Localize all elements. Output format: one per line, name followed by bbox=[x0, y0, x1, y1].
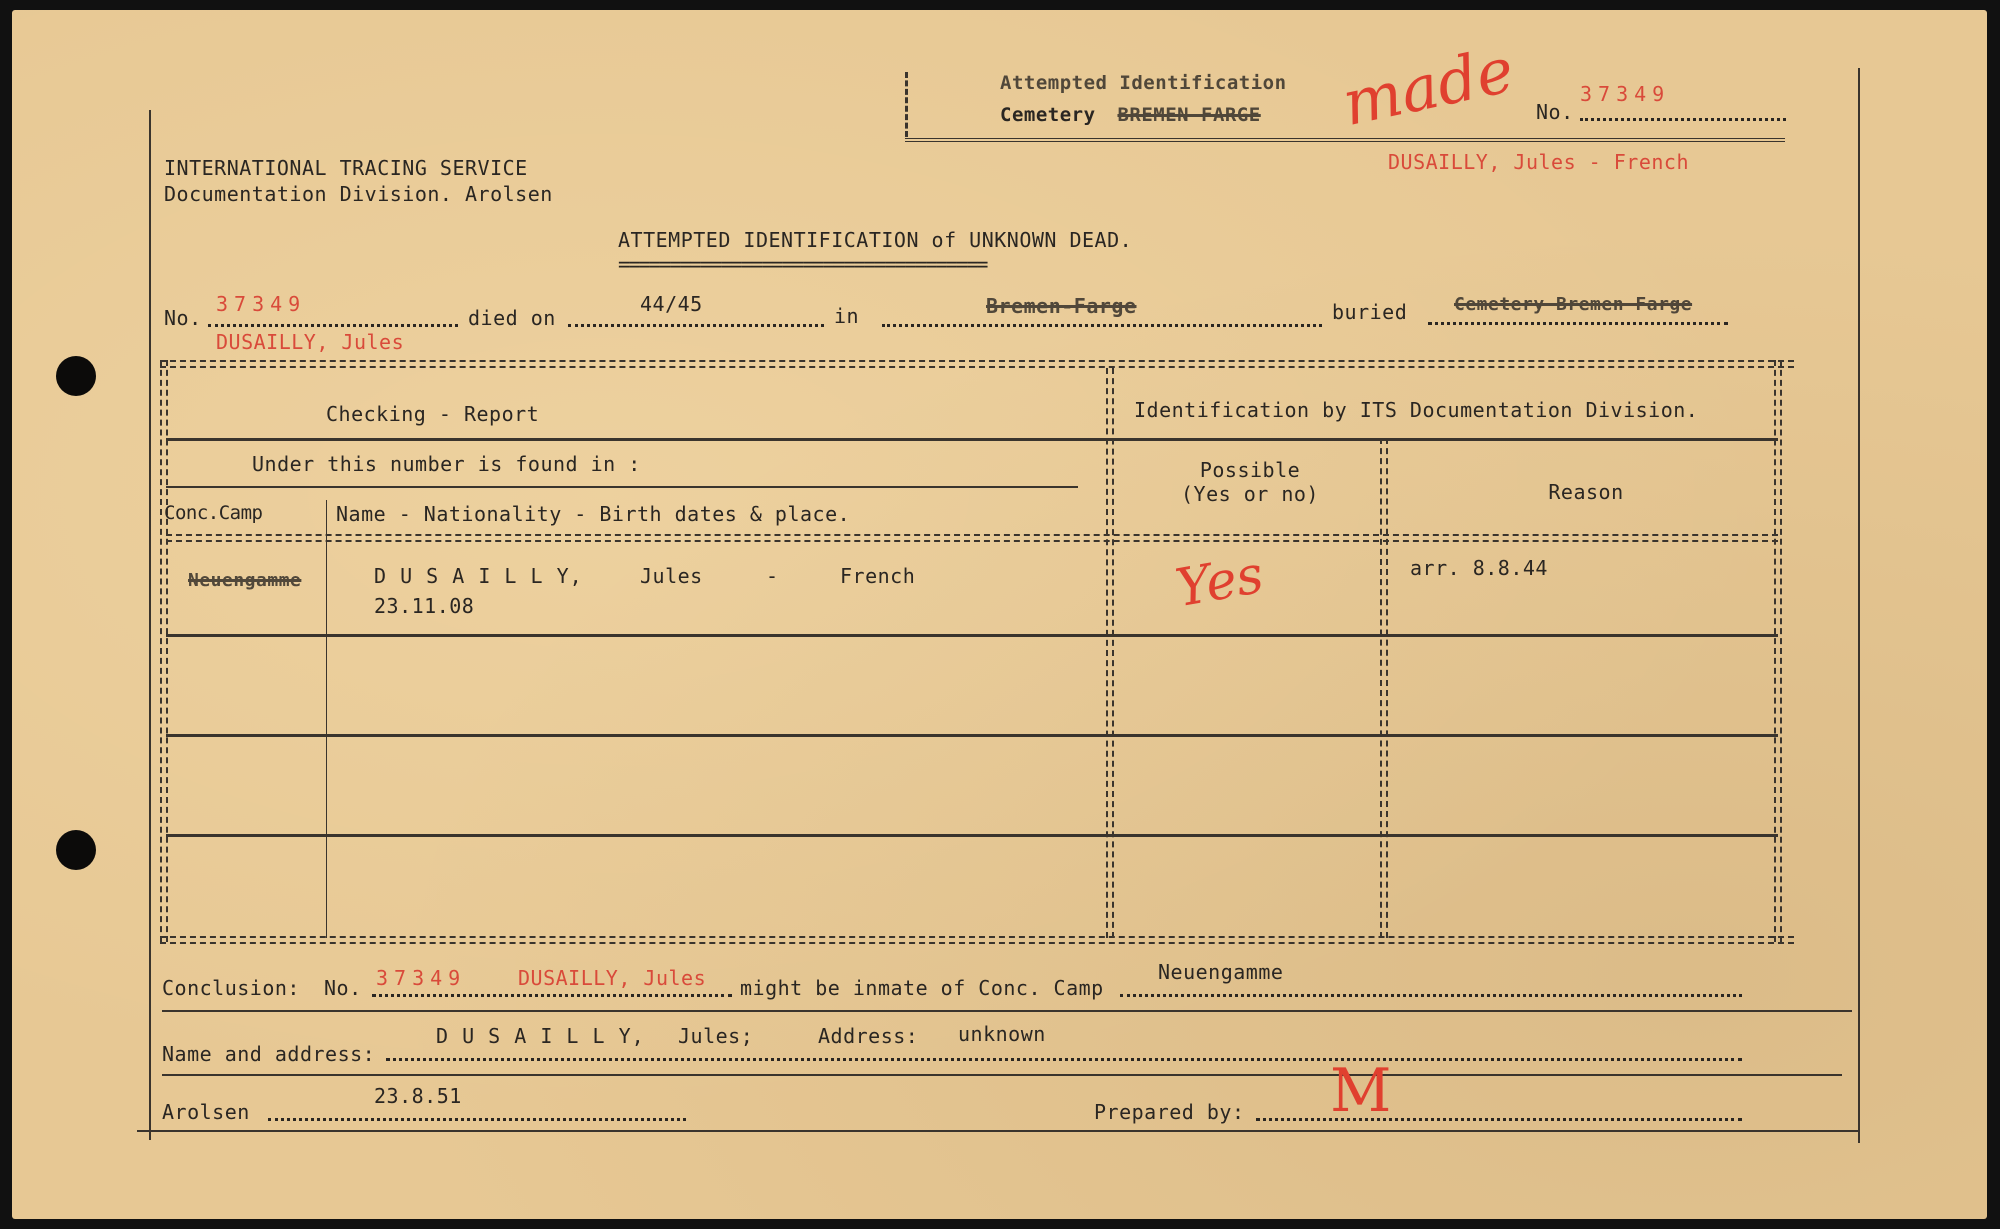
name-address-dots bbox=[386, 1058, 1742, 1061]
footer-place: Arolsen bbox=[162, 1100, 250, 1124]
right-frame-line bbox=[1858, 68, 1860, 1143]
document-title: ATTEMPTED IDENTIFICATION of UNKNOWN DEAD. bbox=[618, 228, 1133, 252]
table-possible-reason-divider bbox=[1380, 438, 1388, 938]
index-card bbox=[12, 10, 1987, 1219]
row-nationality: French bbox=[840, 564, 916, 588]
table-row-sep-2 bbox=[166, 734, 1778, 737]
col-possible-header-2: (Yes or no) bbox=[1181, 482, 1319, 506]
card-number-value: 37349 bbox=[1580, 82, 1671, 106]
table-row-sep-3 bbox=[166, 834, 1778, 837]
in-dots bbox=[882, 324, 1322, 327]
table-left-border bbox=[160, 360, 168, 942]
in-label: in bbox=[834, 304, 860, 328]
prepared-by-dots bbox=[1256, 1118, 1742, 1121]
col-name-header: Name - Nationality - Birth dates & place. bbox=[336, 502, 851, 526]
row-birth-date: 23.11.08 bbox=[374, 594, 475, 618]
col-camp-header: Conc.Camp bbox=[164, 502, 263, 524]
conclusion-text: might be inmate of Conc. Camp bbox=[740, 976, 1104, 1000]
row-first-name: Jules bbox=[640, 564, 703, 588]
in-value: Bremen-Farge bbox=[986, 294, 1137, 318]
name-address-surname: D U S A I L L Y, bbox=[436, 1024, 645, 1048]
record-no-label: No. bbox=[164, 306, 202, 330]
stamp-cemetery-place: BREMEN-FARGE bbox=[1117, 104, 1261, 126]
row-camp: Neuengamme bbox=[188, 570, 302, 591]
card-number-dots bbox=[1580, 118, 1786, 121]
buried-value: Cemetery Bremen-Farge bbox=[1454, 294, 1693, 315]
punch-hole-top bbox=[56, 356, 96, 396]
table-row-sep-1 bbox=[166, 634, 1778, 637]
buried-label: buried bbox=[1332, 300, 1408, 324]
conclusion-rule bbox=[162, 1010, 1852, 1012]
name-address-rule bbox=[162, 1074, 1842, 1076]
stamp-handwritten-note: made bbox=[1336, 32, 1520, 141]
org-line-1: INTERNATIONAL TRACING SERVICE bbox=[164, 156, 528, 180]
row-surname: D U S A I L L Y, bbox=[374, 564, 583, 588]
checking-report-header: Checking - Report bbox=[326, 402, 540, 426]
table-middle-divider bbox=[1106, 368, 1114, 938]
died-label: died on bbox=[468, 306, 556, 330]
footer-date: 23.8.51 bbox=[374, 1084, 462, 1108]
table-subheader-line bbox=[166, 486, 1078, 488]
died-dots bbox=[568, 324, 824, 327]
stamp-line-2 bbox=[1000, 104, 1261, 126]
row-reason: arr. 8.8.44 bbox=[1410, 556, 1548, 580]
under-number-header: Under this number is found in : bbox=[252, 452, 641, 476]
conclusion-camp: Neuengamme bbox=[1158, 960, 1284, 984]
card-number-label: No. bbox=[1536, 100, 1574, 124]
conclusion-name: DUSAILLY, Jules bbox=[518, 966, 707, 990]
title-underline: ==================================== bbox=[618, 252, 987, 276]
table-bottom-border bbox=[160, 936, 1794, 944]
stamp-line-1: Attempted Identification bbox=[1000, 72, 1287, 94]
conclusion-no-dots bbox=[372, 994, 732, 997]
conclusion-label: Conclusion: bbox=[162, 976, 300, 1000]
col-reason-header: Reason bbox=[1548, 480, 1624, 504]
buried-dots bbox=[1428, 322, 1728, 325]
stamp-cemetery-label: Cemetery bbox=[1000, 104, 1096, 126]
punch-hole-bottom bbox=[56, 830, 96, 870]
record-name-below: DUSAILLY, Jules bbox=[216, 330, 405, 354]
col-possible-header-1: Possible bbox=[1199, 458, 1301, 482]
table-header-line bbox=[166, 438, 1778, 441]
prepared-by-label: Prepared by: bbox=[1094, 1100, 1245, 1124]
identification-header: Identification by ITS Documentation Division. bbox=[1134, 398, 1699, 422]
table-camp-name-divider bbox=[326, 500, 327, 938]
address-label: Address: bbox=[818, 1024, 919, 1048]
record-no-dots bbox=[208, 324, 458, 327]
name-address-first: Jules; bbox=[678, 1024, 754, 1048]
org-line-2: Documentation Division. Arolsen bbox=[164, 182, 553, 206]
died-value: 44/45 bbox=[640, 292, 703, 316]
table-column-header-line bbox=[166, 534, 1778, 542]
record-no-value: 37349 bbox=[216, 292, 307, 316]
name-address-label: Name and address: bbox=[162, 1042, 376, 1066]
row-possible-answer: Yes bbox=[1171, 544, 1268, 620]
stamp-box-left bbox=[905, 72, 908, 137]
bottom-frame-line bbox=[137, 1130, 1859, 1132]
table-right-border bbox=[1774, 360, 1782, 942]
left-frame-line bbox=[149, 110, 151, 1140]
address-value: unknown bbox=[958, 1022, 1046, 1046]
conclusion-number: 37349 bbox=[376, 966, 467, 990]
conclusion-no-label: No. bbox=[324, 976, 362, 1000]
subject-header: DUSAILLY, Jules - French bbox=[1388, 150, 1689, 174]
table-top-border bbox=[160, 360, 1794, 368]
conclusion-camp-dots bbox=[1120, 994, 1742, 997]
prepared-by-initial: M bbox=[1330, 1056, 1392, 1126]
row-dash: - bbox=[766, 564, 779, 588]
stamp-box-bottom bbox=[905, 138, 1785, 142]
footer-date-dots bbox=[268, 1118, 686, 1121]
